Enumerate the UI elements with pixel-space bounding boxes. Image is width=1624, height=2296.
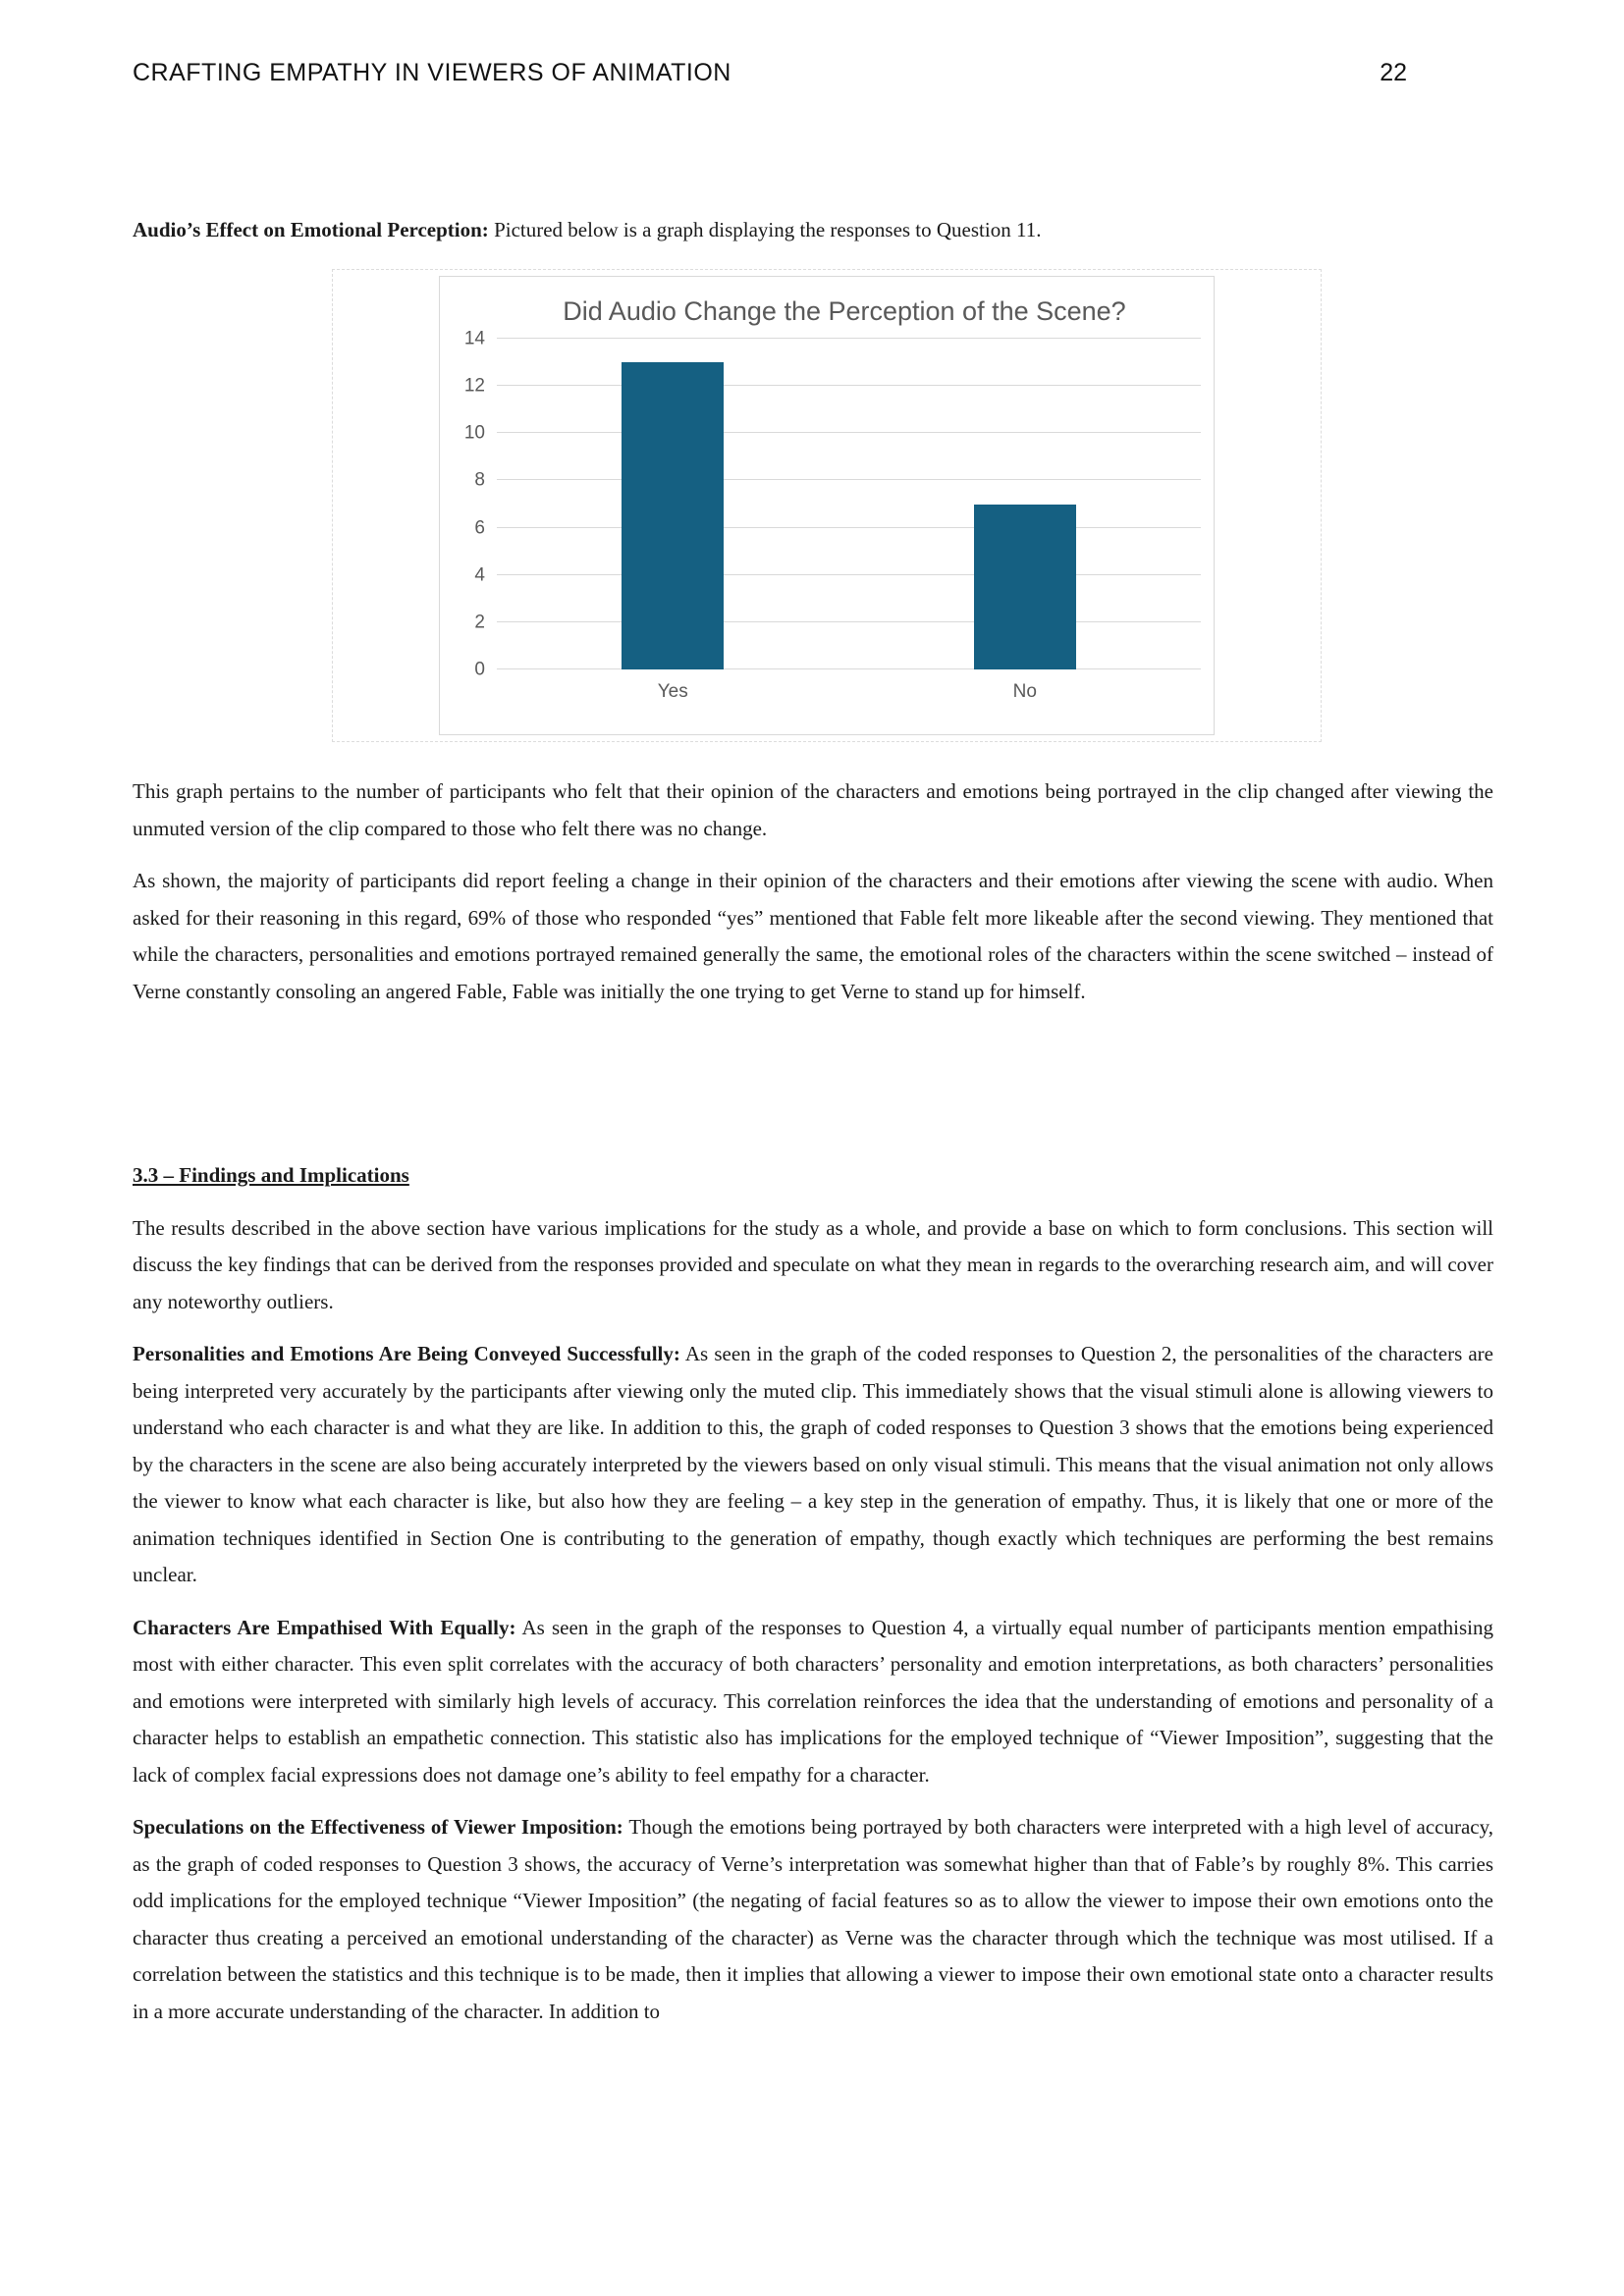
x-axis-category-label: Yes xyxy=(657,681,688,702)
y-axis-tick-label: 2 xyxy=(474,612,485,633)
y-axis-tick-label: 0 xyxy=(474,659,485,680)
paragraph-results-overview xyxy=(133,1210,1493,1321)
paragraph-text: As seen in the graph of the coded responses to Question 2, the personalities of the characters are being interpreted very accurately by the participants after viewing only the muted clip. This immediately shows that the visual stimuli alone is allowing viewers to understand who each character is and what they are like. In addition to this, the graph of coded responses to Question 3 shows that the emotions being experienced by the characters in the scene are also being accurately interpreted by the viewers based on only visual stimuli. This means that the visual animation not only allows the viewer to know what each character is like, but also how they are feeling – a key step in the generation of empathy. Thus, it is likely that one or more of the animation techniques identified in Section One is contributing to the generation of empathy, though exactly which techniques are performing the best remains unclear. xyxy=(133,1342,1494,1586)
page-number: 22 xyxy=(1380,59,1407,86)
chart-frame xyxy=(332,269,1322,742)
paragraph-text: This graph pertains to the number of participants who felt that their opinion of the characters and emotions being portrayed in the clip changed after viewing the unmuted version of the clip compared to those who felt there was no change. xyxy=(133,779,1493,840)
x-axis-category-label: No xyxy=(1012,681,1037,702)
y-axis-tick-label: 14 xyxy=(463,328,485,349)
page-header xyxy=(133,59,1491,87)
paragraph-lead: Personalities and Emotions Are Being Conveyed Successfully: xyxy=(133,1342,680,1365)
paragraph-graph-description xyxy=(133,774,1493,847)
y-axis-tick-label: 4 xyxy=(474,564,485,586)
paragraph-text: As shown, the majority of participants did report feeling a change in their opinion of the characters and their emotions after viewing the scene with audio. When asked for their reasoning in this regard, 69% of those who responded “yes” mentioned that Fable felt more likeable after the second viewing. They mentioned that while the characters, personalities and emotions portrayed remained generally the same, the emotional roles of the characters within the scene switched – instead of Verne constantly consoling an angered Fable, Fable was initially the one trying to get Verne to stand up for himself. xyxy=(133,869,1493,1003)
y-axis-tick-label: 8 xyxy=(474,469,485,491)
y-axis-tick-label: 12 xyxy=(463,375,485,397)
chart-title: Did Audio Change the Perception of the Scene? xyxy=(563,296,1126,326)
paragraph-viewer-imposition xyxy=(133,1809,1493,2030)
paragraph-text: Though the emotions being portrayed by both characters were interpreted with a high level of accuracy, as the graph of coded responses to Question 3 shows, the accuracy of Verne’s interpretation was somewhat higher than that of Fable’s by roughly 8%. This carries odd implications for the employed technique “Viewer Imposition” (the negating of facial features so as to allow the viewer to impose their own emotions onto the character thus creating a perceived an emotional understanding of the character) as Verne was the character through which the technique was most utilised. If a correlation between the statistics and this technique is to be made, then it implies that allowing a viewer to impose their own emotional state onto a character results in a more accurate understanding of the character. In addition to xyxy=(133,1815,1493,2023)
y-axis-tick-label: 10 xyxy=(463,422,485,444)
gridline xyxy=(497,574,1201,575)
running-head: CRAFTING EMPATHY IN VIEWERS OF ANIMATION xyxy=(133,59,731,86)
body-text xyxy=(133,774,1493,2046)
intro-paragraph xyxy=(133,212,1491,249)
paragraph-as-shown xyxy=(133,863,1493,1010)
intro-paragraph-text: Pictured below is a graph displaying the responses to Question 11. xyxy=(488,218,1042,241)
paragraph-empathised-equally xyxy=(133,1610,1493,1794)
bar-no xyxy=(974,505,1076,670)
paragraph-text: The results described in the above section have various implications for the study as a whole, and provide a base on which to form conclusions. This section will discuss the key findings that can be derived from the responses provided and speculate on what they mean in regards to the overarching research aim, and will cover any noteworthy outliers. xyxy=(133,1215,1493,1313)
gridline xyxy=(497,668,1201,669)
bar-chart xyxy=(439,276,1215,735)
section-heading: 3.3 – Findings and Implications xyxy=(133,1163,409,1187)
gridline xyxy=(497,338,1201,339)
intro-paragraph-lead: Audio’s Effect on Emotional Perception: xyxy=(133,218,489,241)
gridline xyxy=(497,385,1201,386)
paragraph-lead: Speculations on the Effectiveness of Viewer Imposition: xyxy=(133,1815,623,1839)
gridline xyxy=(497,432,1201,433)
paragraph-personalities-emotions xyxy=(133,1336,1493,1594)
gridline xyxy=(497,527,1201,528)
chart-plot-area xyxy=(463,328,1201,702)
y-axis-tick-label: 6 xyxy=(474,517,485,539)
paragraph-text: As seen in the graph of the responses to Question 4, a virtually equal number of participants mention empathising most with either character. This even split correlates with the accuracy of both characters’ personality and emotion interpretations, as both characters’ personalities and emotions were interpreted with similarly high levels of accuracy. This correlation reinforces the idea that the understanding of emotions and personality of a character helps to establish an empathetic connection. This statistic also has implications for the employed technique of “Viewer Imposition”, suggesting that the lack of complex facial expressions does not damage one’s ability to feel empathy for a character. xyxy=(133,1615,1493,1787)
bar-yes xyxy=(622,362,724,669)
paragraph-lead: Characters Are Empathised With Equally: xyxy=(133,1615,516,1639)
gridline xyxy=(497,621,1201,622)
gridline xyxy=(497,479,1201,480)
